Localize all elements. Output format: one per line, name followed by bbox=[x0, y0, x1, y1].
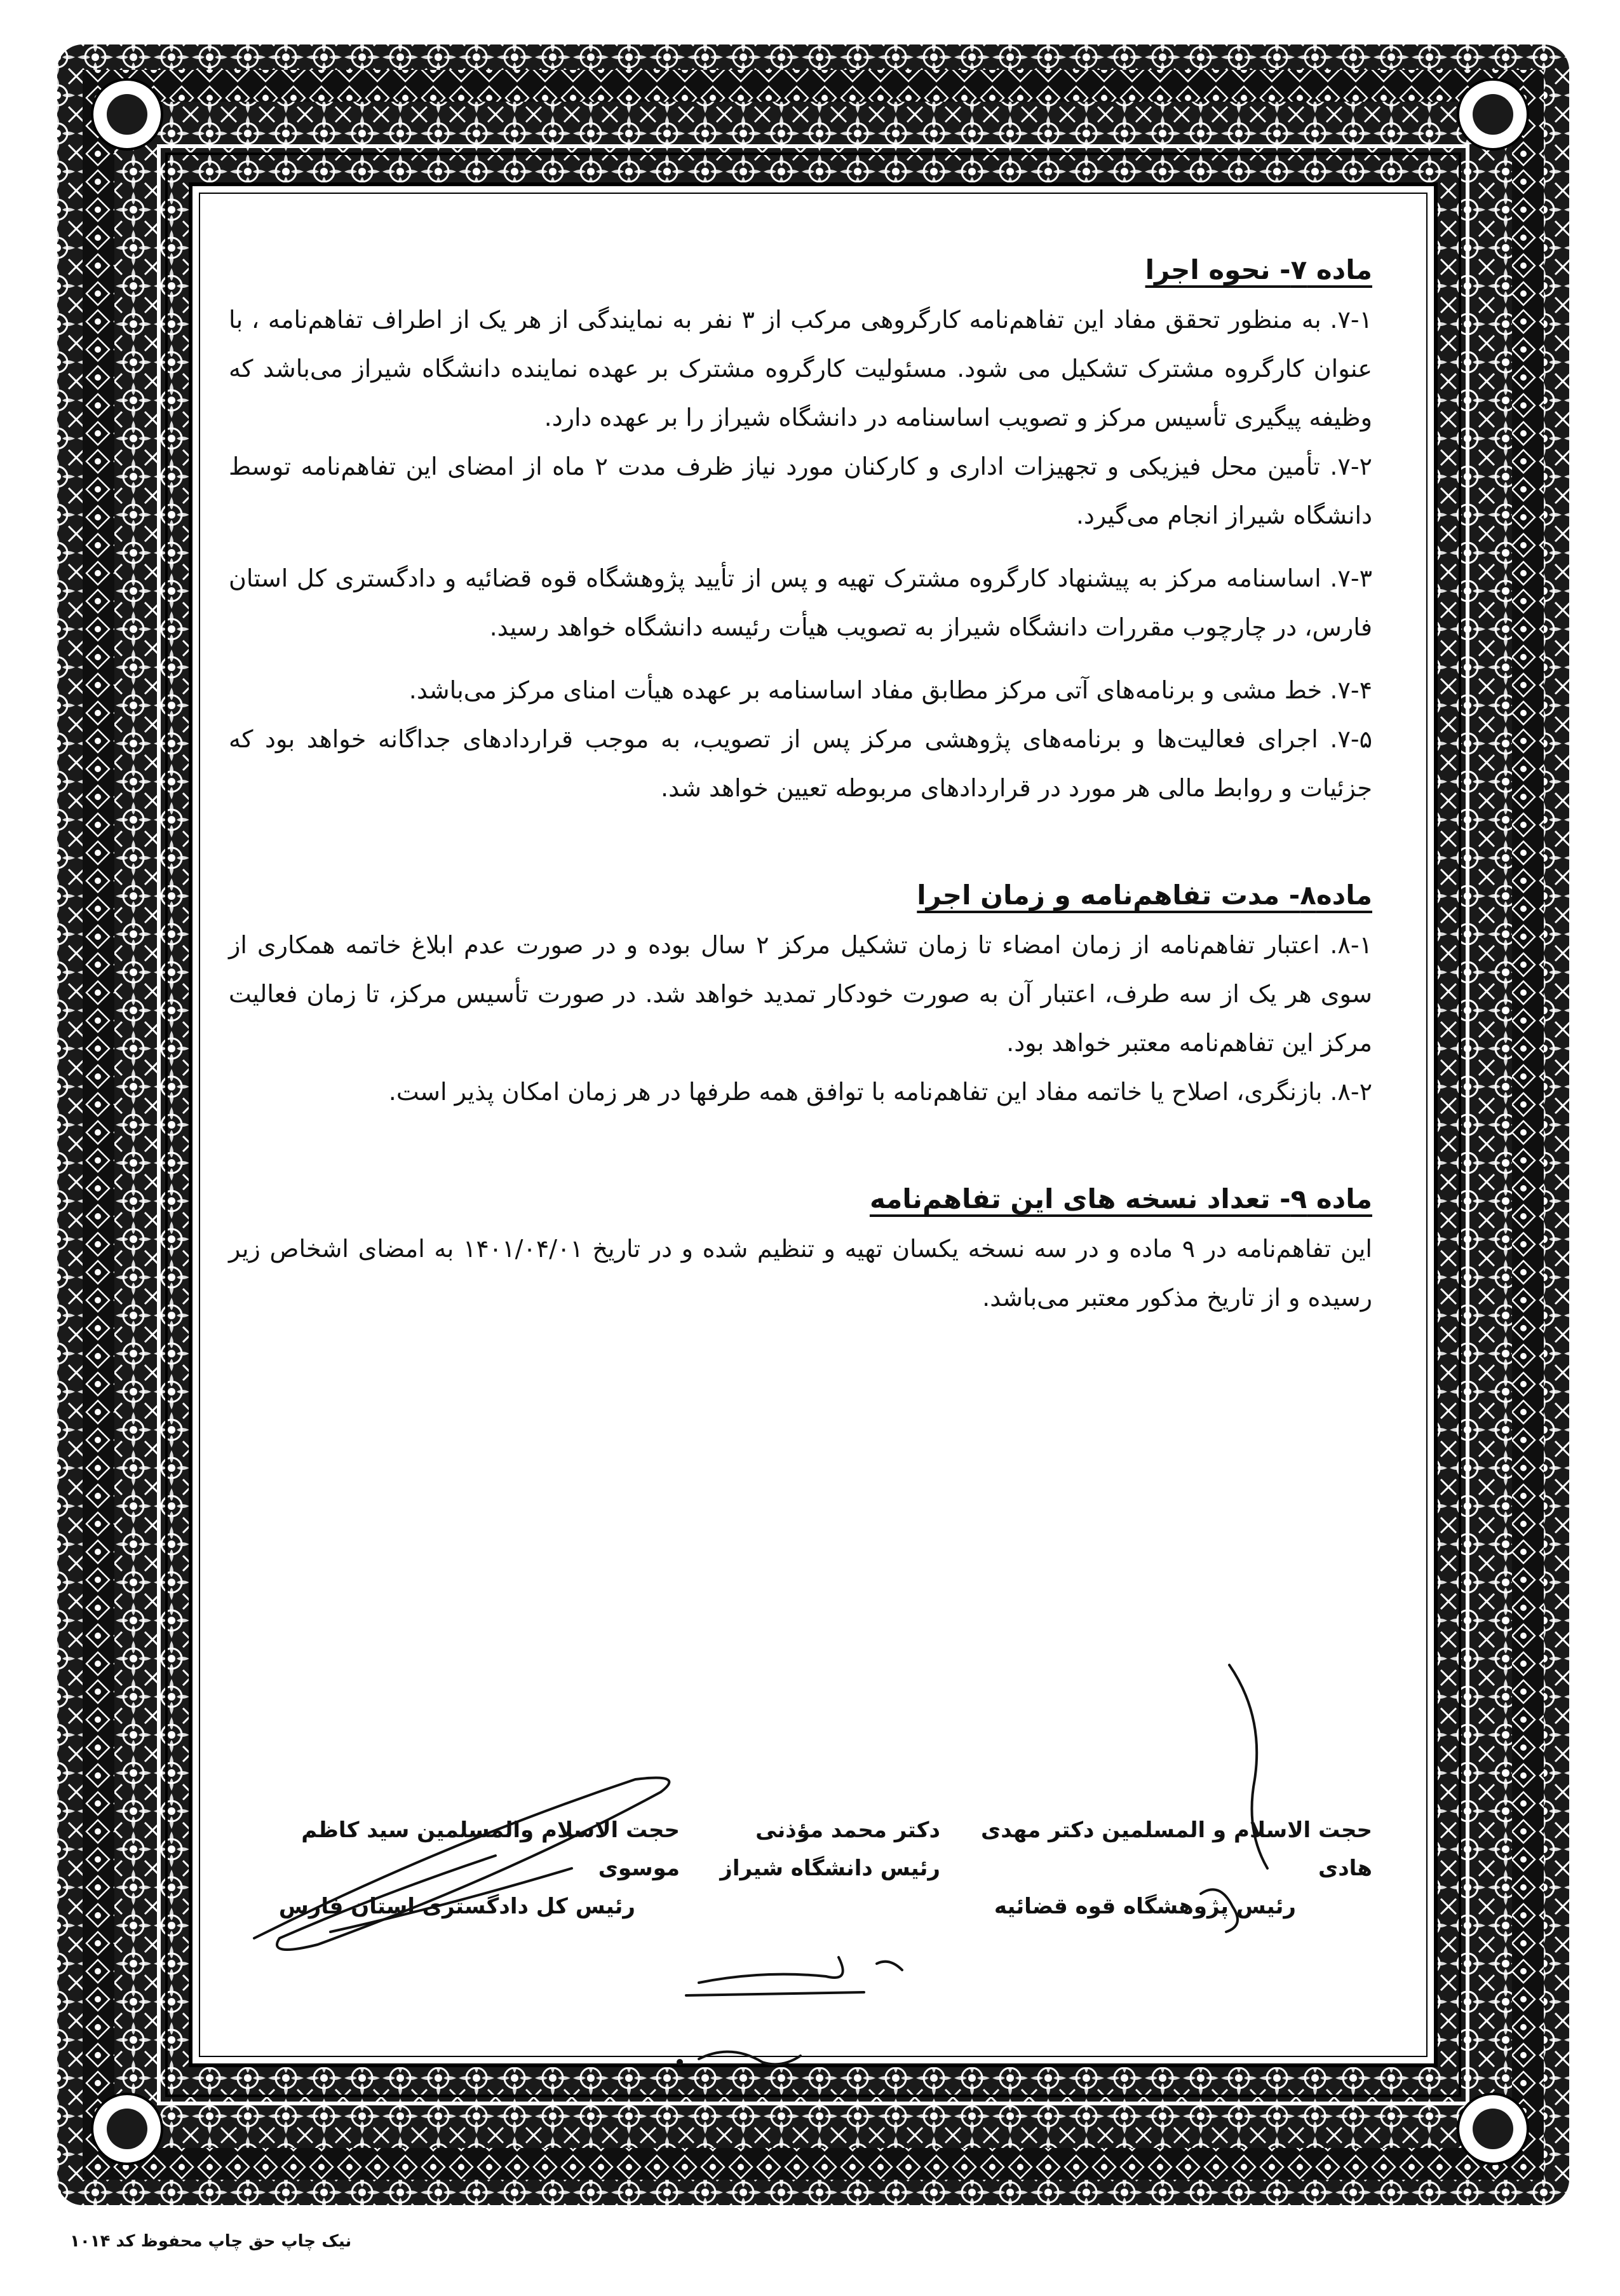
article-7-heading: ماده ۷- نحوه اجرا bbox=[1145, 254, 1372, 285]
signatory-title: رئیس دانشگاه شیراز bbox=[720, 1856, 940, 1881]
article-7-4: ۷-۴. خط مشی و برنامه‌های آتی مرکز مطابق مفاد اساسنامه بر عهده هیأت امنای مرکز می‌باشد. bbox=[408, 676, 1372, 704]
article-8-2: ۸-۲. بازنگری، اصلاح یا خاتمه مفاد این تفاهم‌نامه با توافق همه طرفها در هر زمان امکان پذیر است. bbox=[388, 1078, 1372, 1106]
signatory-shiraz-university bbox=[673, 1811, 940, 1887]
signatory-name: دکتر محمد مؤذنی bbox=[755, 1817, 940, 1843]
article-9-heading: ماده ۹- تعداد نسخه های این تفاهم‌نامه bbox=[869, 1183, 1372, 1214]
article-7-3: ۷-۳. اساسنامه مرکز به پیشنهاد کارگروه مشترک تهیه و پس از تأیید پژوهشگاه قوه قضائیه و دادگستری کل استان فارس، در چارچوب مقررات دانشگاه شیراز به تصویب هیأت رئیسه دانشگاه خواهد رسید. bbox=[229, 564, 1372, 641]
signatory-name: حجت الاسلام والمسلمین سید کاظم موسوی bbox=[301, 1817, 680, 1881]
article-7-1: ۷-۱. به منظور تحقق مفاد این تفاهم‌نامه کارگروهی مرکب از ۳ نفر به نمایندگی از هر یک از اطراف تفاهم‌نامه ، با عنوان کارگروه مشترک تشکیل می شود. مسئولیت کارگروه مشترک بر عهده نماینده دانشگاه شیراز می‌باشد که وظیفه پیگیری تأسیس مرکز و تصویب اساسنامه در دانشگاه شیراز را بر عهده دارد. bbox=[229, 306, 1372, 431]
signatory-title: رئیس کل دادگستری استان فارس bbox=[278, 1894, 635, 1919]
signatory-title: رئیس پژوهشگاه قوه قضائیه bbox=[994, 1894, 1296, 1919]
article-7-5: ۷-۵. اجرای فعالیت‌ها و برنامه‌های پژوهشی مرکز پس از تصویب، به موجب قراردادهای جداگانه خواهد بود که جزئیات و روابط مالی هر مورد در قراردادهای مربوطه تعیین خواهد شد. bbox=[229, 725, 1372, 802]
printer-footer: نیک چاپ حق چاپ محفوظ کد ۱۰۱۴ bbox=[70, 2232, 352, 2251]
article-7-2: ۷-۲. تأمین محل فیزیکی و تجهیزات اداری و کارکنان مورد نیاز ظرف مدت ۲ ماه از امضای این تفاهم‌نامه توسط دانشگاه شیراز انجام می‌گیرد. bbox=[229, 452, 1372, 529]
article-8-1: ۸-۱. اعتبار تفاهم‌نامه از زمان امضاء تا زمان تشکیل مرکز ۲ سال بوده و در صورت عدم ابلاغ خاتمه همکاری از سوی هر یک از سه طرف، اعتبار آن به صورت خودکار تمدید خواهد شد. در صورت تأسیس مرکز، تا زمان فعالیت مرکز این تفاهم‌نامه معتبر خواهد بود. bbox=[229, 931, 1372, 1057]
article-8-heading: ماده۸- مدت تفاهم‌نامه و زمان اجرا bbox=[917, 880, 1372, 911]
signatory-name: حجت الاسلام و المسلمین دکتر مهدی هادی bbox=[981, 1817, 1372, 1881]
agreement-body bbox=[229, 245, 1372, 1322]
signatory-fars-judiciary bbox=[248, 1811, 680, 1926]
article-9-1: این تفاهم‌نامه در ۹ ماده و در سه نسخه یکسان تهیه و تنظیم شده و در تاریخ ۱۴۰۱/۰۴/۰۱ به امضای اشخاص زیر رسیده و از تاریخ مذکور معتبر می‌باشد. bbox=[229, 1235, 1372, 1312]
signatory-judiciary-research bbox=[966, 1811, 1372, 1926]
